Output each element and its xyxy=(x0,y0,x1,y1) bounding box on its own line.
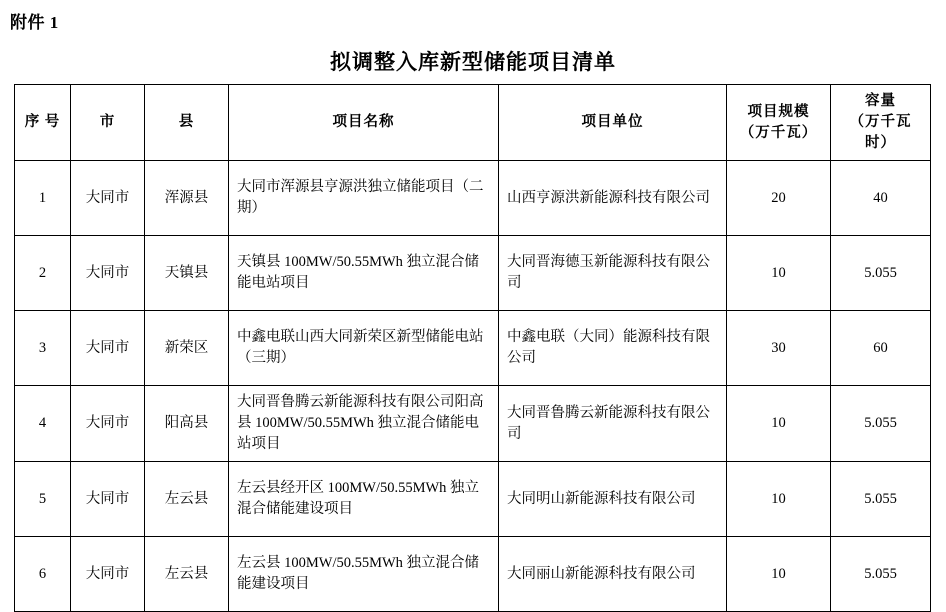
column-header-no: 序 号 xyxy=(15,85,71,161)
column-header-capacity-line1: 容量 xyxy=(865,93,896,109)
project-table xyxy=(14,84,931,612)
table-body xyxy=(15,161,931,612)
cell-project-unit: 大同明山新能源科技有限公司 xyxy=(499,462,727,537)
cell-capacity: 60 xyxy=(831,311,931,386)
column-header-project-unit: 项目单位 xyxy=(499,85,727,161)
cell-county: 左云县 xyxy=(145,537,229,612)
column-header-county: 县 xyxy=(145,85,229,161)
cell-capacity: 40 xyxy=(831,161,931,236)
table-header-row xyxy=(15,85,931,161)
cell-city: 大同市 xyxy=(71,386,145,462)
cell-project-unit: 大同晋鲁腾云新能源科技有限公司 xyxy=(499,386,727,462)
cell-capacity: 5.055 xyxy=(831,537,931,612)
table-header xyxy=(15,85,931,161)
cell-no: 5 xyxy=(15,462,71,537)
cell-city: 大同市 xyxy=(71,537,145,612)
cell-city: 大同市 xyxy=(71,236,145,311)
cell-project-name: 大同市浑源县亨源洪独立储能项目（二期） xyxy=(229,161,499,236)
column-header-scale-line2: （万千瓦） xyxy=(739,124,818,141)
cell-city: 大同市 xyxy=(71,311,145,386)
cell-county: 天镇县 xyxy=(145,236,229,311)
cell-city: 大同市 xyxy=(71,462,145,537)
cell-capacity: 5.055 xyxy=(831,236,931,311)
column-header-project-name: 项目名称 xyxy=(229,85,499,161)
cell-capacity: 5.055 xyxy=(831,462,931,537)
cell-scale: 30 xyxy=(727,311,831,386)
cell-county: 左云县 xyxy=(145,462,229,537)
column-header-capacity-line2: （万千瓦时） xyxy=(849,114,912,152)
cell-scale: 10 xyxy=(727,462,831,537)
cell-county: 浑源县 xyxy=(145,161,229,236)
cell-city: 大同市 xyxy=(71,161,145,236)
cell-project-unit: 大同丽山新能源科技有限公司 xyxy=(499,537,727,612)
cell-project-unit: 大同晋海德玉新能源科技有限公司 xyxy=(499,236,727,311)
cell-project-unit: 山西亨源洪新能源科技有限公司 xyxy=(499,161,727,236)
cell-no: 6 xyxy=(15,537,71,612)
cell-scale: 20 xyxy=(727,161,831,236)
attachment-label: 附件 1 xyxy=(10,13,59,32)
column-header-scale xyxy=(727,85,831,161)
cell-no: 4 xyxy=(15,386,71,462)
cell-project-unit: 中鑫电联（大同）能源科技有限公司 xyxy=(499,311,727,386)
cell-scale: 10 xyxy=(727,537,831,612)
table-row xyxy=(15,236,931,311)
project-table-container xyxy=(14,84,930,612)
cell-scale: 10 xyxy=(727,386,831,462)
cell-project-name: 大同晋鲁腾云新能源科技有限公司阳高县 100MW/50.55MWh 独立混合储能电站项目 xyxy=(229,386,499,462)
column-header-city: 市 xyxy=(71,85,145,161)
cell-project-name: 左云县经开区 100MW/50.55MWh 独立混合储能建设项目 xyxy=(229,462,499,537)
cell-no: 3 xyxy=(15,311,71,386)
cell-county: 新荣区 xyxy=(145,311,229,386)
table-row xyxy=(15,161,931,236)
column-header-scale-line1: 项目规模 xyxy=(747,103,810,120)
cell-project-name: 左云县 100MW/50.55MWh 独立混合储能建设项目 xyxy=(229,537,499,612)
cell-scale: 10 xyxy=(727,236,831,311)
cell-county: 阳高县 xyxy=(145,386,229,462)
cell-capacity: 5.055 xyxy=(831,386,931,462)
cell-no: 1 xyxy=(15,161,71,236)
table-row xyxy=(15,311,931,386)
cell-project-name: 中鑫电联山西大同新荣区新型储能电站（三期） xyxy=(229,311,499,386)
table-row xyxy=(15,462,931,537)
cell-project-name: 天镇县 100MW/50.55MWh 独立混合储能电站项目 xyxy=(229,236,499,311)
column-header-capacity xyxy=(831,85,931,161)
table-row xyxy=(15,537,931,612)
page-title: 拟调整入库新型储能项目清单 xyxy=(330,50,616,74)
cell-no: 2 xyxy=(15,236,71,311)
table-row xyxy=(15,386,931,462)
